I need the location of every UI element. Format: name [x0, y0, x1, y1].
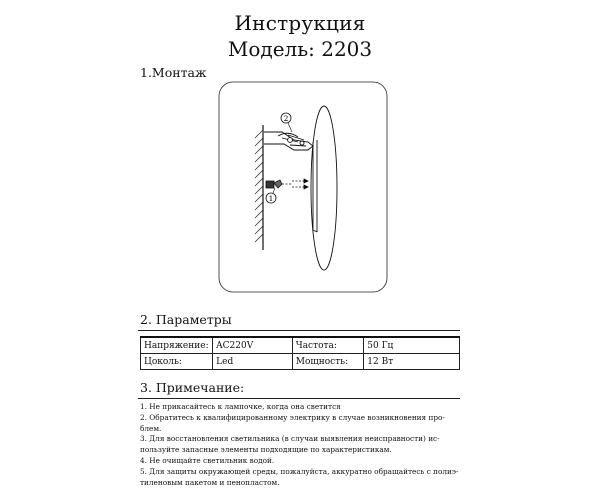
callout-2-label: 2	[283, 114, 289, 123]
note-line: 4. Не очищайте светильник водой.	[140, 455, 275, 465]
document-title: Инструкция	[234, 11, 366, 35]
section-divider	[138, 398, 460, 399]
param-label: Частота:	[292, 337, 364, 354]
note-line: 3. Для восстановления светильника (в случаи выявления неисправности) ис-	[140, 434, 440, 444]
note-line: 1. Не прикасайтесь к лампочке, когда она светится	[140, 402, 341, 411]
title-block	[0, 10, 600, 62]
parameters-table	[140, 336, 460, 370]
section-heading-mounting: 1.Монтаж	[140, 65, 207, 80]
table-row	[141, 337, 460, 354]
callout-1-label: 1	[268, 194, 274, 203]
param-label: Мощность:	[292, 354, 364, 370]
param-label: Цоколь:	[141, 354, 213, 370]
param-label: Напряжение:	[141, 337, 213, 354]
screw-and-anchor	[266, 179, 308, 189]
section-heading-parameters: 2. Параметры	[140, 312, 232, 327]
section-heading-notes: 3. Примечание:	[140, 380, 245, 395]
callout-2-marker	[281, 113, 292, 132]
mounting-bracket	[264, 132, 313, 150]
param-value: AC220V	[213, 337, 293, 354]
model-number: Модель: 2203	[227, 37, 373, 61]
note-line: тиленовым пакетом и пенопластом.	[140, 477, 280, 487]
param-value: 12 Вт	[364, 354, 460, 370]
note-line: 2. Обратитесь к квалифицированному электрику в случае возникновения про-	[140, 412, 445, 422]
section-divider	[138, 330, 460, 331]
fixture-body	[311, 106, 337, 270]
note-line: пользуйте запасные элементы подходящие по характеристикам.	[140, 445, 392, 455]
table-row	[141, 354, 460, 370]
note-line: блем.	[140, 423, 162, 433]
param-value: 50 Гц	[364, 337, 460, 354]
mounting-diagram	[218, 80, 388, 295]
note-line: 5. Для защиты окружающей среды, пожалуйста, аккуратно обращайтесь с полиэ-	[140, 466, 459, 476]
param-value: Led	[213, 354, 293, 370]
wall-hatching	[255, 130, 263, 242]
notes-list	[140, 402, 460, 488]
callout-1-marker	[266, 188, 276, 203]
